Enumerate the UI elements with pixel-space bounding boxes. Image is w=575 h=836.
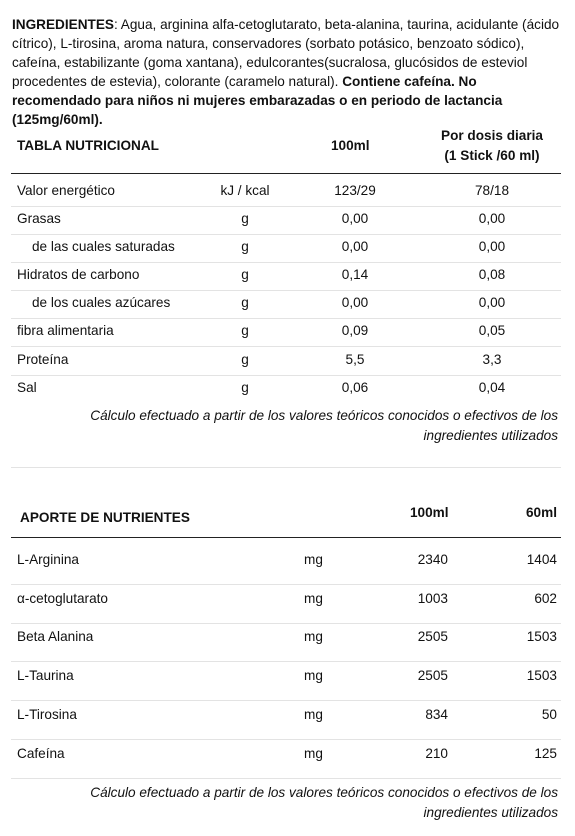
nutrient-row-100ml: 2340 xyxy=(417,552,448,567)
nutrition-row-dose: 0,00 xyxy=(478,295,506,310)
nutrients-footnote-line1: Cálculo efectuado a partir de los valores teóricos conocidos o efectivos de los xyxy=(90,785,558,800)
nutrient-row-unit: mg xyxy=(304,668,323,683)
nutrition-row-unit: kJ / kcal xyxy=(220,183,270,198)
nutrition-row-100ml: 0,09 xyxy=(341,323,369,338)
nutrition-col-100ml: 100ml xyxy=(331,138,370,153)
caffeine-warning: Contiene cafeína. No recomendado para niños ni mujeres embarazadas o en periodo de lactancia (125mg/60ml). xyxy=(12,74,503,127)
nutrients-col-60ml: 60ml xyxy=(526,505,557,520)
nutrition-row-divider xyxy=(11,346,561,347)
nutrition-row-name: Grasas xyxy=(17,211,61,226)
nutrition-row-name: de los cuales azúcares xyxy=(32,295,171,310)
nutrient-row-divider xyxy=(11,700,561,701)
nutrient-row-name: L-Tirosina xyxy=(17,707,77,722)
nutrition-table-title: TABLA NUTRICIONAL xyxy=(17,138,159,153)
nutrients-footnote-line2: ingredientes utilizados xyxy=(423,805,558,820)
nutrition-row-unit: g xyxy=(241,239,249,254)
nutrition-row-dose: 0,08 xyxy=(478,267,506,282)
nutrition-row-dose: 3,3 xyxy=(482,352,502,367)
nutrition-row-name: Sal xyxy=(17,380,37,395)
nutrition-row-divider xyxy=(11,318,561,319)
nutrition-row-divider xyxy=(11,206,561,207)
nutrient-row-name: L-Taurina xyxy=(17,668,74,683)
nutrition-row-name: de las cuales saturadas xyxy=(32,239,175,254)
nutrition-row-unit: g xyxy=(241,295,249,310)
nutrition-row-name: Proteína xyxy=(17,352,69,367)
nutrition-row-dose: 0,04 xyxy=(478,380,506,395)
nutrient-row-unit: mg xyxy=(304,591,323,606)
nutrition-row-divider xyxy=(11,290,561,291)
ingredients-label: INGREDIENTES xyxy=(12,17,114,32)
nutrients-header-divider xyxy=(11,537,561,538)
section-divider xyxy=(11,467,561,468)
nutrition-row-unit: g xyxy=(241,211,249,226)
nutrition-row-100ml: 123/29 xyxy=(334,183,376,198)
nutrients-col-100ml: 100ml xyxy=(410,505,449,520)
nutrient-row-60ml: 50 xyxy=(541,707,557,722)
nutrition-row-divider xyxy=(11,375,561,376)
nutrient-row-100ml: 834 xyxy=(425,707,448,722)
nutrition-row-100ml: 0,00 xyxy=(341,239,369,254)
ingredients-text: : Agua, arginina alfa-cetoglutarato, beta-alanina, taurina, acidulante (ácido cítrico), L-tirosina, aroma natura, conservadores (sorbato potásico, benzoato sódico), cafeína, estabilizante (goma xantana), edulcorantes(sucralosa, glucósidos de esteviol procedentes de estevia), colorante (caramelo natural). xyxy=(12,17,560,89)
nutrition-row-100ml: 0,00 xyxy=(341,211,369,226)
nutrient-row-60ml: 1503 xyxy=(526,668,557,683)
nutrient-row-60ml: 1404 xyxy=(526,552,557,567)
nutrition-row-dose: 0,00 xyxy=(478,239,506,254)
nutrition-row-name: Valor energético xyxy=(17,183,115,198)
nutrition-row-divider xyxy=(11,234,561,235)
nutrition-row-unit: g xyxy=(241,352,249,367)
nutrient-row-100ml: 210 xyxy=(425,746,448,761)
nutrition-row-100ml: 0,14 xyxy=(341,267,369,282)
nutrition-footnote xyxy=(78,406,558,446)
nutrition-row-name: Hidratos de carbono xyxy=(17,267,140,282)
nutrient-row-unit: mg xyxy=(304,629,323,644)
nutrition-footnote-line1: Cálculo efectuado a partir de los valores teóricos conocidos o efectivos de los xyxy=(90,408,558,423)
nutrient-row-divider xyxy=(11,584,561,585)
nutrient-row-name: L-Arginina xyxy=(17,552,79,567)
nutrient-row-divider xyxy=(11,661,561,662)
nutrition-row-unit: g xyxy=(241,267,249,282)
nutrition-row-100ml: 5,5 xyxy=(345,352,365,367)
nutrient-row-divider xyxy=(11,778,561,779)
nutrient-row-60ml: 125 xyxy=(534,746,557,761)
nutrient-row-100ml: 1003 xyxy=(417,591,448,606)
nutrition-row-dose: 78/18 xyxy=(474,183,510,198)
nutrition-row-unit: g xyxy=(241,323,249,338)
nutrient-row-unit: mg xyxy=(304,707,323,722)
nutrition-row-name: fibra alimentaria xyxy=(17,323,114,338)
nutrients-footnote xyxy=(78,783,558,823)
nutrition-row-100ml: 0,00 xyxy=(341,295,369,310)
nutrients-table-title: APORTE DE NUTRIENTES xyxy=(20,510,190,525)
nutrient-row-100ml: 2505 xyxy=(417,629,448,644)
nutrition-col-dose-line2: (1 Stick /60 ml) xyxy=(444,148,540,163)
nutrient-row-100ml: 2505 xyxy=(417,668,448,683)
ingredients-paragraph xyxy=(12,15,564,129)
nutrient-row-unit: mg xyxy=(304,552,323,567)
nutrient-row-unit: mg xyxy=(304,746,323,761)
nutrient-row-name: Cafeína xyxy=(17,746,65,761)
nutrition-row-divider xyxy=(11,262,561,263)
nutrient-row-60ml: 1503 xyxy=(526,629,557,644)
nutrient-row-60ml: 602 xyxy=(534,591,557,606)
nutrient-row-name: α-cetoglutarato xyxy=(17,591,108,606)
nutrition-header-divider xyxy=(11,173,561,174)
nutrition-row-unit: g xyxy=(241,380,249,395)
nutrient-row-name: Beta Alanina xyxy=(17,629,94,644)
nutrition-row-dose: 0,00 xyxy=(478,211,506,226)
nutrient-row-divider xyxy=(11,739,561,740)
nutrition-footnote-line2: ingredientes utilizados xyxy=(423,428,558,443)
nutrition-col-dose-line1: Por dosis diaria xyxy=(441,128,543,143)
nutrient-row-divider xyxy=(11,623,561,624)
nutrition-row-dose: 0,05 xyxy=(478,323,506,338)
nutrition-row-100ml: 0,06 xyxy=(341,380,369,395)
